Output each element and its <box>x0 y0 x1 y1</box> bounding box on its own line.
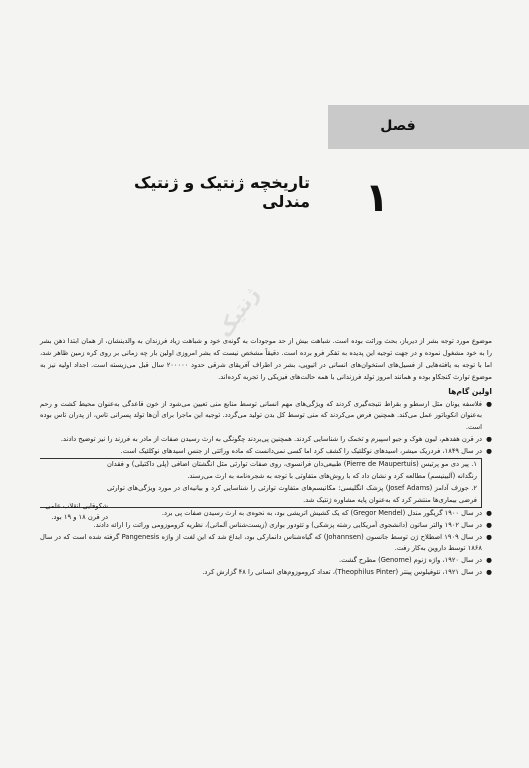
list-item <box>40 520 492 532</box>
boxed-item: ۲. جوزف آدامز (Josef Adams) پزشک انگلیسی: مکانیسم‌های متفاوت توارثی را شناسایی کرد و بیانیه‌ای در مورد ویژگی‌های توارثی فرضی بیماری‌ها منتشر کرد که به‌عنوان پایه مشاوره ژنتیک شد. <box>107 483 477 504</box>
list-item-text: در سال ۱۹۰۰ گریگور مندل (Gregor Mendel) که یک کشیش اتریشی بود، به نحوه‌ی به ارث رسیدن صفات پی برد. <box>161 508 482 517</box>
list-item <box>40 567 492 579</box>
list-item-text: فلاسفه یونان مثل ارسطو و بقراط نتیجه‌گیری کردند که ویژگی‌های مهم انسانی توسط منابع منی تعیین می‌شود از خون قاعدگی به‌عنوان محیط کشت و رحم به‌عنوان انکوباتور عمل می‌کند. همچنین فرض می‌کردند که منی توسط کل بدن تولید می‌گردد. توجیه این ماجرا برای آن‌ها تولد پسرانی تاس، از پدران تاس بوده است. <box>40 399 482 432</box>
section-heading: اولین گام‌ها <box>448 386 492 396</box>
list-item <box>40 399 492 435</box>
side-note: شکوفایی انقلاب علمی در قرن ۱۸ و ۱۹ بود. <box>45 502 108 522</box>
chapter-label: فصل <box>380 118 416 134</box>
chapter-title: تاریخچه ژنتیک و ژنتیک مندلی <box>134 173 310 211</box>
intro-paragraph: موضوع مورد توجه بشر از دیرباز، بحث وراثت بوده است. شباهت بیش از حد موجودات به گونه‌ی خود و شباهت زیاد فرزندان به والدینشان، از همان ابتدا ذهن بشر را به خود مشغول نموده و در جهت توجیه این پدیده به تفکر فرو برده است. دقیقاً مشخص نیست که بشر امروزی اولین بار چه زمانی بر روی کره زمین ظاهر شد، اما با توجه به یافته‌هایی از فسیل‌های استخوان‌های انسانی در اتیوپی، بشر در اطراف آفریقای شرقی حدود ۲۰۰۰۰۰ سال قبل می‌زیسته است. اجداد اولیه نیز به موضوع توارث کنجکاو بوده و همانند امروز تولد فرزندانی با همه حالت‌های فیزیکی را تجربه کرده‌اند. <box>40 337 492 381</box>
bullet-icon: ● <box>486 435 492 444</box>
bullet-icon: ● <box>486 399 492 408</box>
bullet-icon: ● <box>486 568 492 577</box>
boxed-item: ۱. پیر دی مو پرتیس (Pierre de Maupertuis) طبیعی‌دان فرانسوی، روی صفات توارثی مثل انگشتان اضافی (پلی داکتیلی) و فقدان رنگدانه (آلبینیسم) مطالعه کرد و نشان داد که با روش‌های متفاوتی با توجه به شجره‌نامه به ارث می‌رسند. <box>107 460 477 480</box>
bullet-icon: ● <box>486 520 492 529</box>
bullet-icon: ● <box>486 447 492 456</box>
list-item-text: در سال ۱۸۴۹، فردریک میشر، اسیدهای نوکلئیک را کشف کرد اما کسی نمی‌دانست که ماده وراثتی از جنس اسیدهای نوکلئیک است. <box>120 447 482 456</box>
list-item <box>40 508 492 520</box>
list-item-text: در سال ۱۹۰۹ اصطلاح ژن توسط جانسون (Johannsen) که گیاه‌شناس دانمارکی بود، ابداع شد که این لغت از واژه Pangenesis گرفته شده است که در سال ۱۸۶۸ توسط داروین به‌کار رفت. <box>40 532 482 553</box>
list-item <box>40 532 492 556</box>
bullet-icon: ● <box>486 556 492 565</box>
chapter-header-band <box>328 105 529 149</box>
history-list-continued <box>40 508 492 579</box>
list-item <box>40 446 492 458</box>
list-item <box>40 555 492 567</box>
page-body <box>40 336 492 579</box>
list-item-text: در سال ۱۹۲۱، تئوفیلوس پینتر (Theophilus Pinter)، تعداد کروموزوم‌های انسانی را ۴۸ گزارش کرد. <box>202 568 482 577</box>
watermark: ژنتیک <box>212 282 264 342</box>
chapter-number: ۱ <box>364 175 390 221</box>
bullet-icon: ● <box>486 532 492 541</box>
bullet-icon: ● <box>486 508 492 517</box>
list-item-text: در سال ۱۹۰۲ والتر ساتون (دانشجوی آمریکایی رشته پزشکی) و تئودور بواری (زیست‌شناس آلمانی)، نظریه کروموزومی وراثت را ارائه دادند. <box>93 520 482 529</box>
list-item <box>40 434 492 446</box>
list-item-text: در قرن هفدهم، لیون هوک و جیو اسپیرم و تخمک را شناسایی کردند. همچنین پی‌بردند چگونگی به ارث رسیدن صفات از مادر به فرزند را نیز توضیح دادند. <box>60 435 482 444</box>
history-list <box>40 399 492 459</box>
list-item-text: در سال ۱۹۲۰، واژه ژنوم (Genome) مطرح گشت. <box>338 556 482 565</box>
